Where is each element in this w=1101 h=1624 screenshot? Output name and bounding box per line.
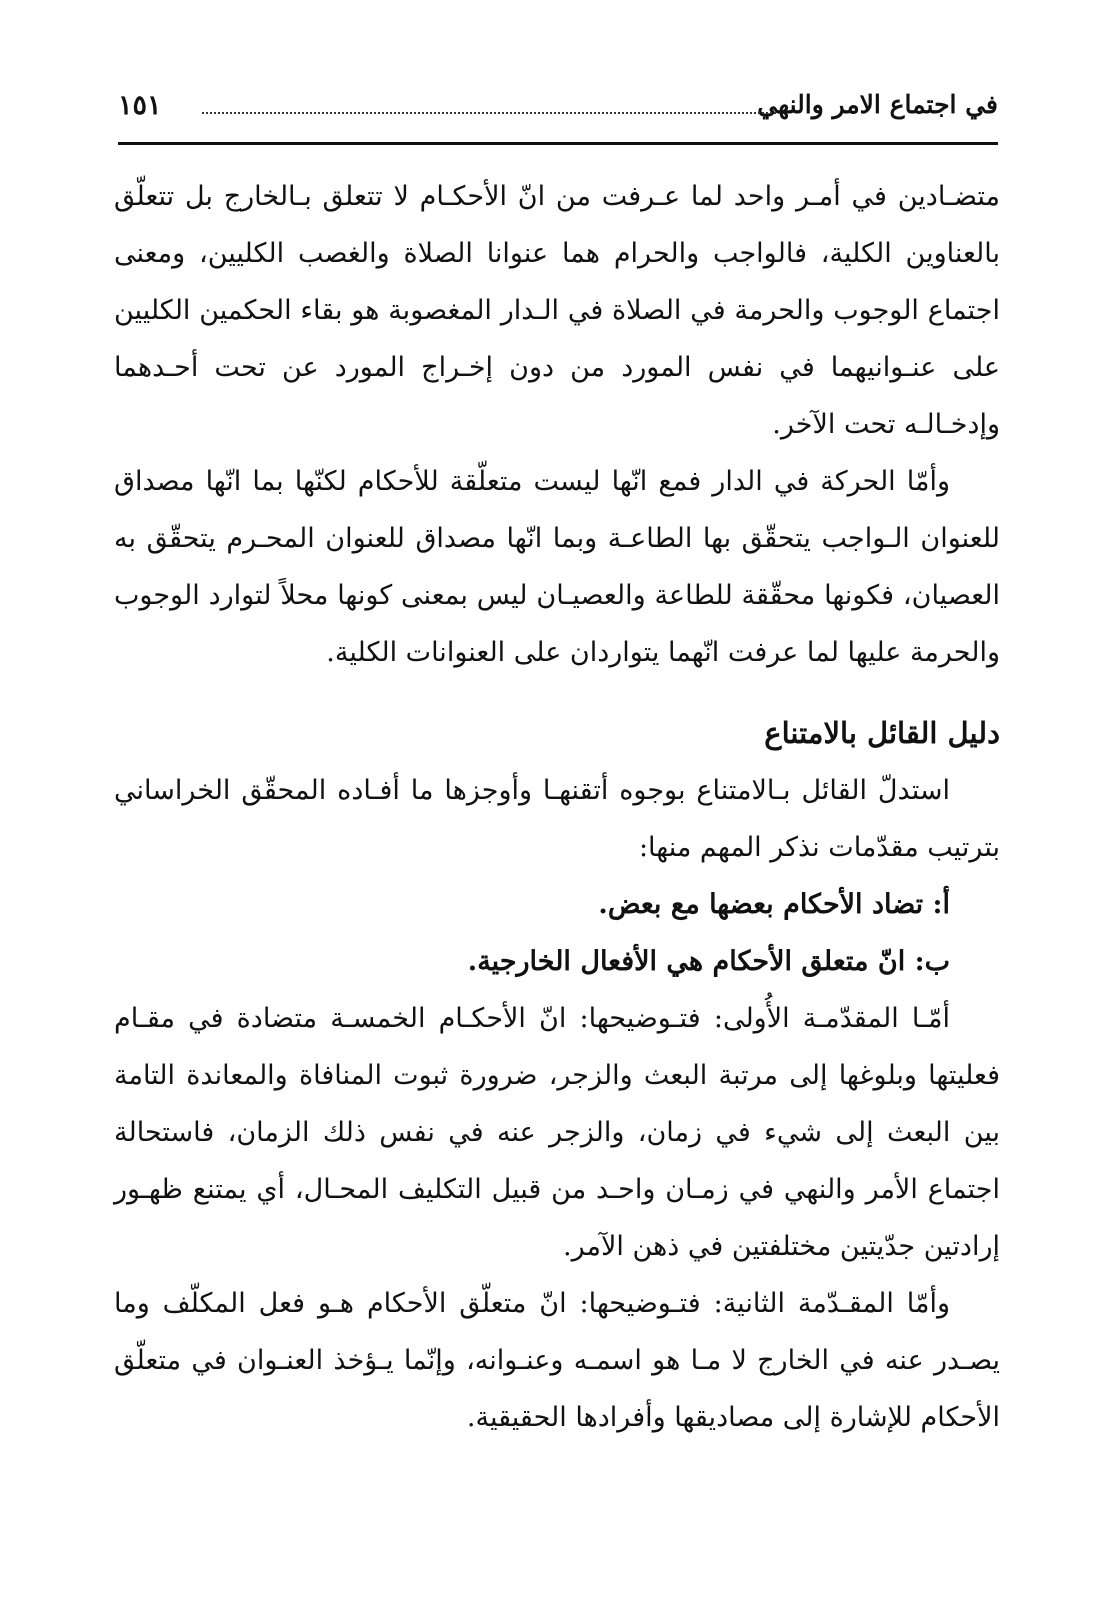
running-title: في اجتماع الامر والنهي [757,90,998,119]
premise-a: أ: تضاد الأحكام بعضها مع بعض. [598,889,950,920]
paragraph-1: متضـادين في أمـر واحد لما عـرفت من انّ الأحكـام لا تتعلق بـالخارج بل تتعلّق بالعناوين الكلية، فالواجب والحرام هما عنوانا الصلاة والغصب الكليين، ومعنى اجتماع الوجوب والحرمة في الصلاة في الـدار المغصوبة هو بقاء الحكمين الكليين على عنـوانيهما في نفس المورد من دون إخـراج المورد عن تحت أحـدهما وإدخـالـه تحت الآخر. [114,181,1001,440]
page-header [118,82,998,132]
section-heading: دليل القائل بالامتناع [764,716,1000,750]
header-dot-leader [202,112,776,114]
premise-b: ب: انّ متعلق الأحكام هي الأفعال الخارجية. [467,946,950,977]
paragraph-2: وأمّا الحركة في الدار فمع انّها ليست متعلّقة للأحكام لكنّها بما انّها مصداق للعنوان الـواجب يتحقّق بها الطاعـة وبما انّها مصداق للعنوان المحـرم يتحقّق به العصيان، فكونها محقّقة للطاعة والعصيـان ليس بمعنى كونها محلاً لتوارد الوجوب والحرمة عليها لما عرفت انّهما يتواردان على العنوانات الكلية. [114,466,1000,668]
page-number: ١٥١ [118,90,162,121]
paragraph-5: وأمّا المقـدّمة الثانية: فتـوضيحها: انّ متعلّق الأحكام هـو فعل المكلّف وما يصـدر عنه في الخارج لا مـا هو اسمـه وعنـوانه، وإنّما يـؤخذ العنـوان في متعلّق الأحكام للإشارة إلى مصاديقها وأفرادها الحقيقية. [114,1288,1001,1433]
paragraph-3: استدلّ القائل بـالامتناع بوجوه أتقنهـا وأوجزها ما أفـاده المحقّق الخراساني بترتيب مقدّمات نذكر المهم منها: [114,775,1000,863]
header-rule [118,142,998,145]
page-body [114,168,1000,1446]
paragraph-4: أمّـا المقدّمـة الأُولى: فتـوضيحها: انّ الأحكـام الخمسـة متضادة في مقـام فعليتها وبلوغها إلى مرتبة البعث والزجر، ضرورة ثبوت المنافاة والمعاندة التامة بين البعث إلى شيء في زمان، والزجر عنه في نفس ذلك الزمان، فاستحالة اجتماع الأمر والنهي في زمـان واحـد من قبيل التكليف المحـال، أي يمتنع ظهـور إرادتين جدّيتين مختلفتين في ذهن الآمر. [114,1003,1000,1262]
